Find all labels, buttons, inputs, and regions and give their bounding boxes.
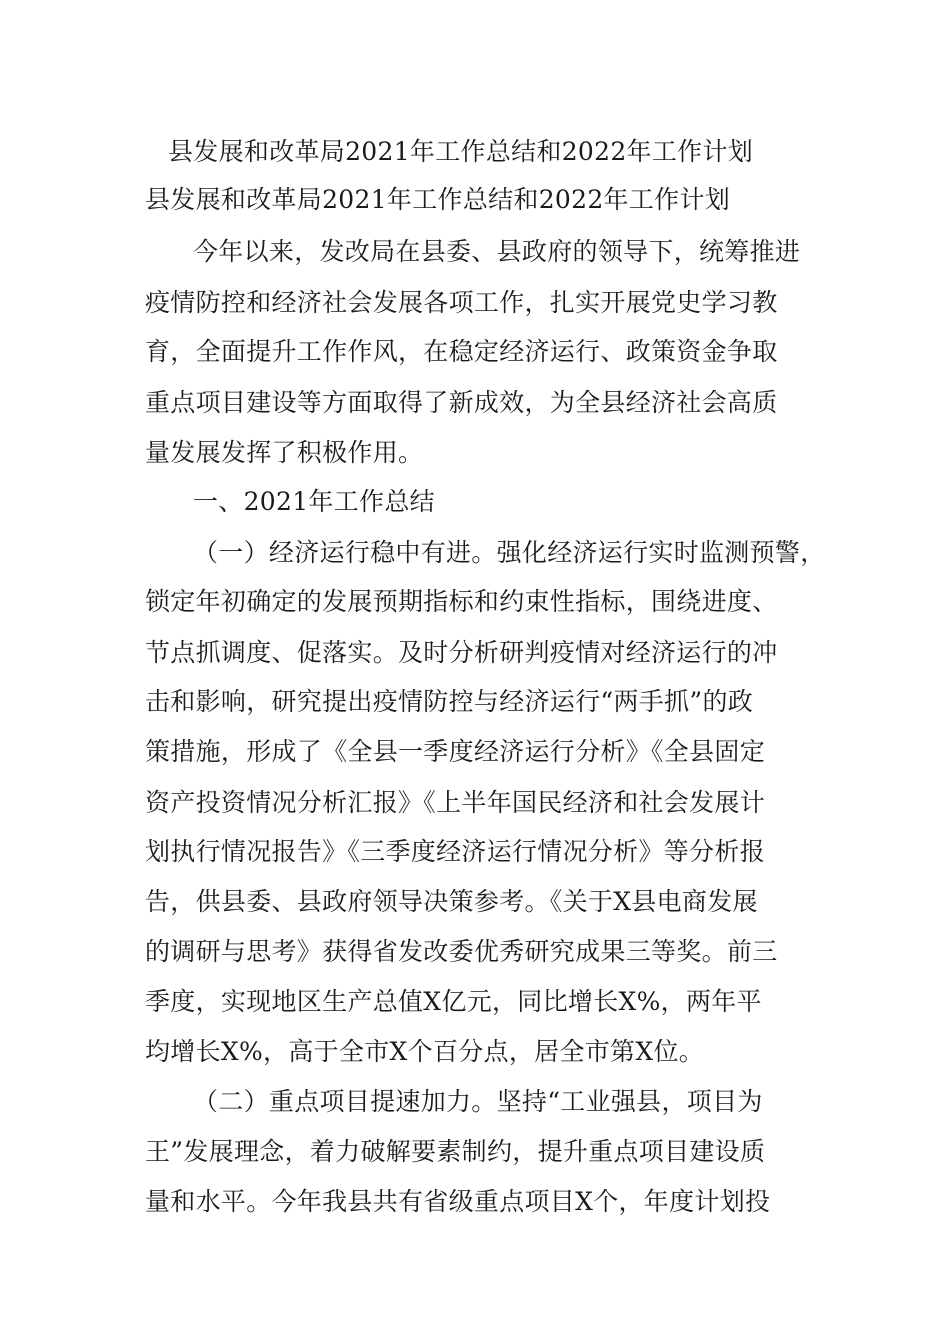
paragraph-line: 季度，实现地区生产总值X亿元，同比增长X%，两年平 [145,987,762,1016]
paragraph-line: 锁定年初确定的发展预期指标和约束性指标，围绕进度、 [145,587,778,616]
paragraph-line: 划执行情况报告》《三季度经济运行情况分析》等分析报 [145,837,766,866]
intro-line: 重点项目建设等方面取得了新成效，为全县经济社会高质 [145,388,778,417]
paragraph-line: 节点抓调度、促落实。及时分析研判疫情对经济运行的冲 [145,638,778,667]
paragraph-line: （二）重点项目提速加力。坚持“工业强县，项目为 [193,1087,763,1116]
intro-line: 育，全面提升工作作风，在稳定经济运行、政策资金争取 [145,337,778,366]
document-title-line-2: 县发展和改革局2021年工作总结和2022年工作计划 [145,185,731,214]
paragraph-line: 均增长X%，高于全市X个百分点，居全市第X位。 [145,1037,705,1066]
intro-line: 今年以来，发改局在县委、县政府的领导下，统筹推进 [193,237,801,266]
paragraph-line: 告，供县委、县政府领导决策参考。《关于X县电商发展 [145,887,758,916]
paragraph-line: 王”发展理念，着力破解要素制约，提升重点项目建设质 [145,1137,766,1166]
paragraph-line: 资产投资情况分析汇报》《上半年国民经济和社会发展计 [145,788,766,817]
paragraph-line: 量和水平。今年我县共有省级重点项目X个，年度计划投 [145,1187,771,1216]
paragraph-line: 策措施，形成了《全县一季度经济运行分析》《全县固定 [145,737,766,766]
section-heading: 一、2021年工作总结 [193,487,435,516]
paragraph-line: 击和影响，研究提出疫情防控与经济运行“两手抓”的政 [145,687,754,716]
intro-line: 疫情防控和经济社会发展各项工作，扎实开展党史学习教 [145,288,778,317]
paragraph-line: 的调研与思考》获得省发改委优秀研究成果三等奖。前三 [145,937,778,966]
paragraph-line: （一）经济运行稳中有进。强化经济运行实时监测预警， [193,538,826,567]
intro-line: 量发展发挥了积极作用。 [145,438,424,467]
document-title-line-1: 县发展和改革局2021年工作总结和2022年工作计划 [168,137,754,166]
